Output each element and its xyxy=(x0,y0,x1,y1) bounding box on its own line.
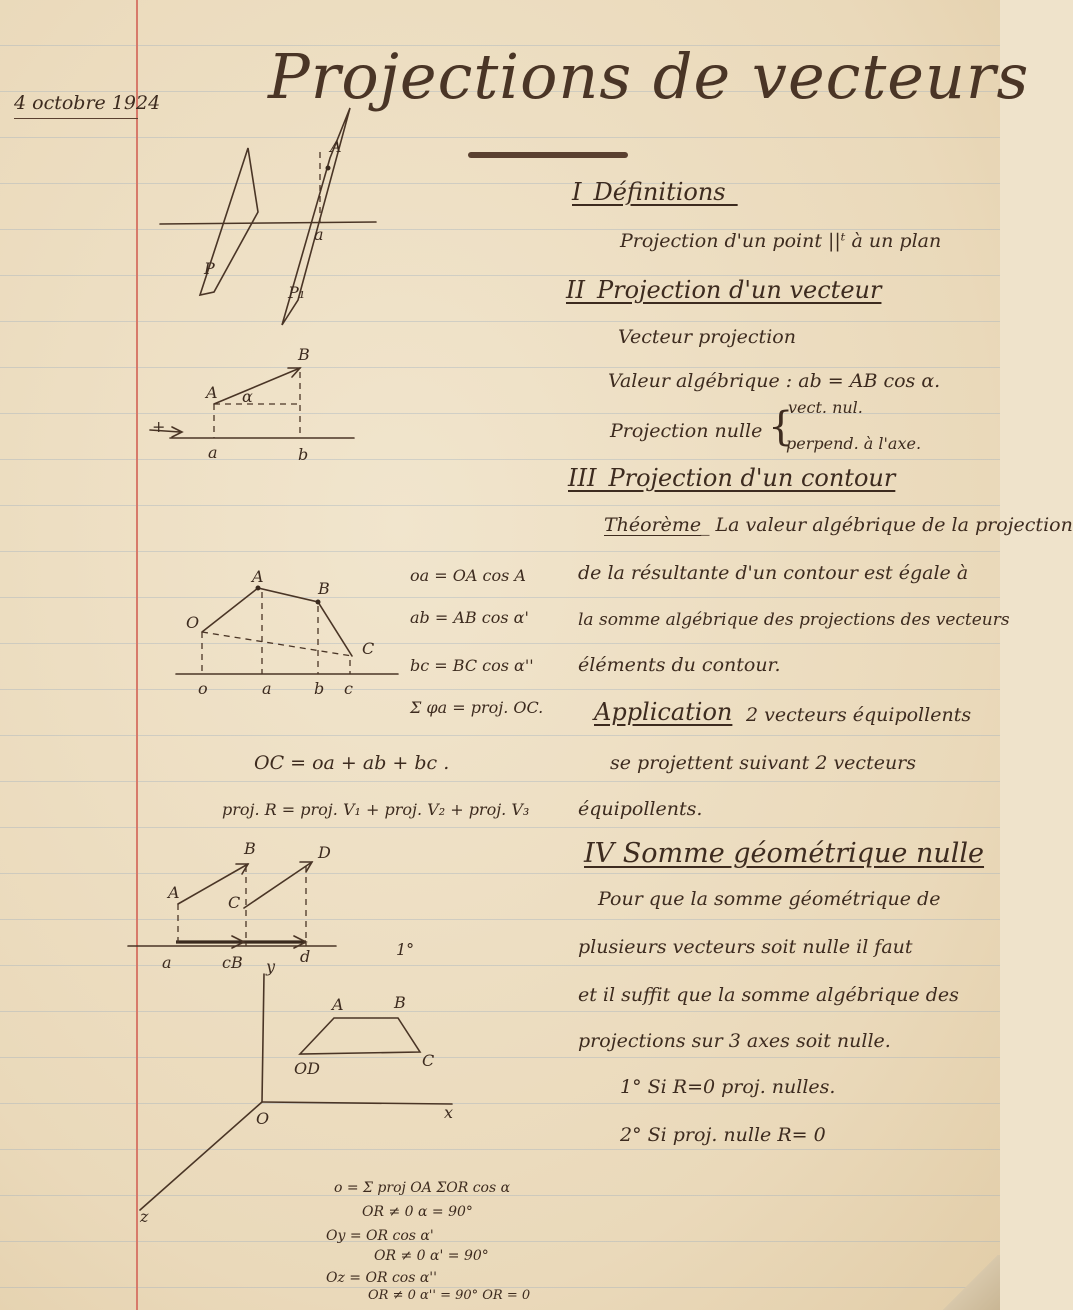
vector-AB xyxy=(214,368,300,404)
label-plus: + xyxy=(152,417,166,436)
brace-top: vect. nul. xyxy=(788,398,863,417)
label-B: B xyxy=(318,579,330,598)
theorem-line-2: de la résultante d'un contour est égale à xyxy=(578,562,969,584)
brace: { xyxy=(768,404,794,450)
label-cB: cB xyxy=(222,953,243,972)
figure-vector-projection xyxy=(150,345,354,464)
figure-3d-axes xyxy=(139,957,453,1226)
formula-9: Oy = OR cos α' xyxy=(326,1228,434,1244)
label-a: a xyxy=(162,953,172,972)
section-2-line-2: Valeur algébrique : ab = AB cos α. xyxy=(608,370,941,392)
application-label: Application xyxy=(594,698,733,726)
axis-line xyxy=(160,222,376,224)
label-a: a xyxy=(262,679,272,698)
section-4-line-2: plusieurs vecteurs soit nulle il faut xyxy=(578,936,913,958)
label-B: B xyxy=(298,345,310,364)
vector-CD xyxy=(244,862,312,908)
section-1-heading: I_Définitions_ xyxy=(572,178,738,206)
label-C: C xyxy=(228,893,241,912)
theorem-line-4: éléments du contour. xyxy=(578,654,781,676)
brace-bottom: perpend. à l'axe. xyxy=(786,434,922,453)
label-c: c xyxy=(344,679,353,698)
section-4-item-2: 2° Si proj. nulle R= 0 xyxy=(620,1124,826,1146)
figure-equipollent xyxy=(128,839,336,972)
formula-4: Σ φa = proj. OC. xyxy=(410,698,544,717)
date: 4 octobre 1924 xyxy=(14,92,161,114)
formula-6: proj. R = proj. V₁ + proj. V₂ + proj. V₃ xyxy=(222,800,530,819)
label-z: z xyxy=(140,1207,149,1226)
theorem-line-1: _ La valeur algébrique de la projection xyxy=(700,514,1073,536)
label-D: D xyxy=(318,843,331,862)
resultant-OC xyxy=(202,632,352,656)
section-2-line-1: Vecteur projection xyxy=(618,326,796,348)
formula-1: oa = OA cos A xyxy=(410,566,526,585)
page-curl xyxy=(940,1255,1000,1310)
label-b: b xyxy=(298,445,309,464)
formula-8: OR ≠ 0 α = 90° xyxy=(362,1204,473,1220)
mark-1: 1° xyxy=(396,940,415,959)
section-4-item-1: 1° Si R=0 proj. nulles. xyxy=(620,1076,836,1098)
formula-2: ab = AB cos α' xyxy=(410,608,529,627)
label-d: d xyxy=(300,947,311,966)
section-2-heading: II_Projection d'un vecteur xyxy=(566,276,882,304)
label-o: o xyxy=(198,679,208,698)
application-line-1: 2 vecteurs équipollents xyxy=(746,704,972,726)
x-axis xyxy=(262,1102,452,1104)
contour-path xyxy=(202,588,352,656)
application-line-3: équipollents. xyxy=(578,798,703,820)
application-line-2: se projettent suivant 2 vecteurs xyxy=(610,752,917,774)
label-A: A xyxy=(168,883,180,902)
label-A: A xyxy=(252,567,264,586)
label-A: A xyxy=(330,137,342,156)
label-a: a xyxy=(208,443,218,462)
label-OD: OD xyxy=(294,1059,320,1078)
formula-10: OR ≠ 0 α' = 90° xyxy=(374,1248,489,1264)
section-4-line-4: projections sur 3 axes soit nulle. xyxy=(578,1030,891,1052)
label-B: B xyxy=(244,839,256,858)
label-C: C xyxy=(362,639,375,658)
label-C: C xyxy=(422,1051,435,1070)
point-A xyxy=(256,586,261,591)
z-axis xyxy=(140,1102,262,1210)
label-O: O xyxy=(256,1109,270,1128)
section-3-heading: III_Projection d'un contour xyxy=(568,464,896,492)
formula-3: bc = BC cos α'' xyxy=(410,656,534,675)
formula-12: OR ≠ 0 α'' = 90° OR = 0 xyxy=(368,1288,531,1303)
label-y: y xyxy=(266,957,276,976)
label-alpha: α xyxy=(242,387,253,406)
label-a: a xyxy=(314,225,324,244)
theorem-label: Théorème xyxy=(604,514,702,536)
label-B: B xyxy=(394,993,406,1012)
section-4-heading: IV Somme géométrique nulle xyxy=(584,838,985,869)
quadrilateral xyxy=(300,1018,420,1054)
label-P: P xyxy=(204,259,215,278)
section-2-line-3: Projection nulle xyxy=(610,420,763,442)
label-A: A xyxy=(206,383,218,402)
y-axis xyxy=(262,974,264,1102)
figure-planes xyxy=(160,108,376,325)
point-A xyxy=(326,166,331,171)
formula-11: Oz = OR cos α'' xyxy=(326,1270,438,1286)
label-A: A xyxy=(332,995,344,1014)
formula-7: o = Σ proj OA ΣOR cos α xyxy=(334,1180,511,1196)
label-O: O xyxy=(186,613,200,632)
section-4-line-1: Pour que la somme géométrique de xyxy=(598,888,941,910)
theorem-line-3: la somme algébrique des projections des vecteurs xyxy=(578,610,1010,630)
figure-contour xyxy=(176,567,398,698)
section-1-line: Projection d'un point ||ᵗ à un plan xyxy=(620,230,942,252)
label-b: b xyxy=(314,679,325,698)
section-4-line-3: et il suffit que la somme algébrique des xyxy=(578,984,959,1006)
label-x: x xyxy=(444,1103,454,1122)
page-title: Projections de vecteurs xyxy=(268,40,1030,113)
formula-5: OC = oa + ab + bc . xyxy=(254,752,450,774)
point-B xyxy=(316,600,321,605)
label-P1: P₁ xyxy=(288,283,306,302)
